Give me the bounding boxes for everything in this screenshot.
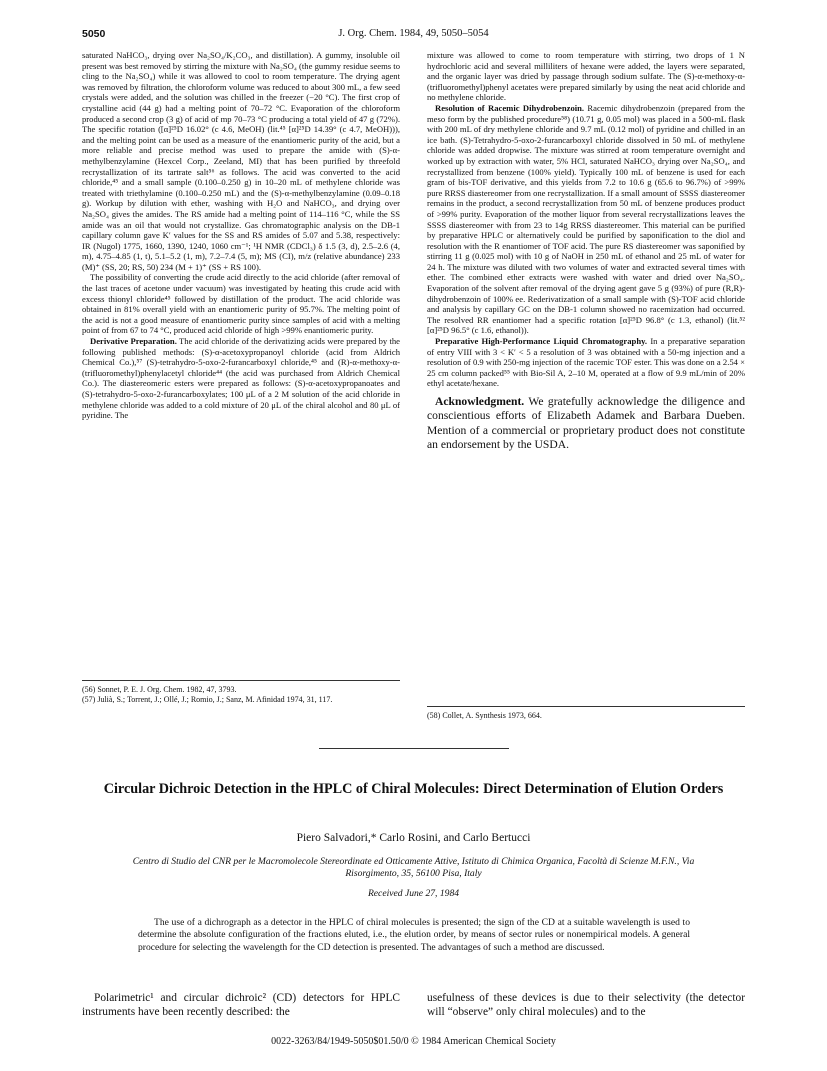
footnote: (57) Julià, S.; Torrent, J.; Ollé, J.; Romio, J.; Sanz, M. Afinidad 1974, 31, 117. <box>82 695 333 704</box>
derivative-paragraph <box>82 336 400 421</box>
page-footer: 0022-3263/84/1949-5050$01.50/0 © 1984 American Chemical Society <box>271 1036 556 1047</box>
body-left-column <box>82 991 400 1019</box>
paragraph-text: The acid chloride of the derivatizing acids were prepared by the following published methods: (S)-α-acetoxypropanoyl chloride (acid from Aldrich Chemical Co.),⁵⁷ (S)-tetrahydro-5-oxo-2-furancarboxyl chloride,⁴⁵ and (R)-α-methoxy-α-(trifluoromethyl)phenylacetyl chloride⁴⁴ (the acid was purchased from Aldrich Chemical Co.). The diastereomeric esters were prepared as follows: (S)-α-acetoxypropanoates and (S)-tetrahydro-5-oxo-2-furancarboxylates; 100 μL of a 2 M solution of the acid chloride in methylene chloride was added to a cold mixture of 20 μL of the chiral alcohol and 80 μL of pyridine. The <box>82 336 400 421</box>
abstract-text: The use of a dichrograph as a detector in the HPLC of chiral molecules is presented; the sign of the CD at a suitable wavelength is used to determine the absolute configuration of the fractions eluted, i.e., the elution order, by means of sector rules or nonempirical models. A general procedure for selecting the wavelength for the CD detection is presented. The advantages of such a method are discussed. <box>138 917 690 953</box>
left-footnotes <box>82 685 400 705</box>
paragraph: The possibility of converting the crude acid directly to the acid chloride (after removal of the last traces of acetone under vacuum) was investigated by heating this crude acid with excess thionyl chloride⁴⁵ followed by distillation of the product. The acid chloride was obtained in 81% overall yield with an enantiomeric purity of 95.7%. The melting point of the acid is not a good measure of enantiomeric purity since samples of acid with a melting point of from 67 to 74 °C, produced acid chloride of high >99% enantiomeric purity. <box>82 272 400 336</box>
paragraph-text: In a preparative separation of entry VIII with 3 < K′ < 5 a resolution of 3 was obtained with a 50-mg injection and a resolution of 0.9 with 250-mg injection of the racemic TOF ester. This was done on a 2.54 × 25 cm column packed⁵⁵ with Bio-Sil A, 2–10 M, operated at a flow of 9.9 mL/min of 20% ethyl acetate/hexane. <box>427 336 745 389</box>
journal-citation: J. Org. Chem. 1984, 49, 5050–5054 <box>338 28 489 39</box>
article-affiliation: Centro di Studio del CNR per le Macromolecole Stereordinate ed Otticamente Attive, Istituto di Chimica Organica, Facoltà di Scienze M.F.N., Via Risorgimento, 35, 56100 Pisa, Italy <box>132 856 695 879</box>
resolution-paragraph <box>427 103 745 336</box>
right-column <box>427 50 745 453</box>
page-header <box>82 28 745 42</box>
article-title: Circular Dichroic Detection in the HPLC of Chiral Molecules: Direct Determination of Elution Orders <box>103 781 724 797</box>
section-heading: Resolution of Racemic Dihydrobenzoin. <box>435 102 585 113</box>
article-separator <box>319 748 509 749</box>
footnote-rule <box>427 706 745 707</box>
section-heading: Preparative High-Performance Liquid Chromatography. <box>435 336 648 347</box>
acknowledgment <box>427 395 745 453</box>
paragraph-text: Racemic dihydrobenzoin (prepared from the meso form by the published procedure⁵⁸) (10.71 g, 0.05 mol) was placed in a 500-mL flask with 200 mL of dry methylene chloride and 9.7 mL (0.12 mol) of pyridine and chilled in an ice bath. (S)-Tetrahydro-5-oxo-2-furancarboxyl chloride dissolved in 50 mL of methylene chloride was added dropwise. The mixture was stirred at room temperature overnight and worked up by extraction with water, 5% HCl, saturated NaHCO₃ drying over Na₂SO₄, and recrystallized from benzene (100% yield). Typically 100 mL of benzene is used for each gram of bis-TOF derivative, and this yields from 7.2 to 10.6 g (65.6 to 96.7%) of >99% pure RRSS diastereomer from one recrystallization. If a small amount of SSSS diastereomer remains in the product, a second recrystallization from 50 mL of benzene produces product of >99% purity. Evaporation of the mother liquor from several recrystallizations leaves the SSSS diastereomer with from 23 to 14g RRSS diastereomer. This material can be purified by preparative HPLC or alternatively could be purified by saponification to the diol and resolution with the R enantiomer of TOF acid. The pure RS diastereomer was saponified by stirring 11 g (0.025 mol) with 10 g of NaOH in 250 mL of ethanol and 25 mL of water for 24 h. The mixture was diluted with two volumes of water and extracted several times with ether. The combined ether extracts were washed with water and dried over Na₂SO₄. Evaporation of the solvent after removal of the drying agent gave 5 g (93%) of pure (R,R)-dihydrobenzoin of 100% ee. Rederivatization of a small sample with (S)-TOF acid chloride and analysis by capillary GC on the DB-1 column showed no racemization had occurred. The resolved RR enantiomer had a specific rotation [α]²⁵D 96.8° (c 1.3, ethanol) (lit.⁵² [α]²⁵D 96.5° (c 1.6, ethanol)). <box>427 102 745 336</box>
section-heading: Acknowledgment. <box>435 395 525 408</box>
paragraph: usefulness of these devices is due to their selectivity (the detector will “observe” only chiral molecules) and to the <box>427 992 745 1018</box>
hplc-paragraph <box>427 336 745 389</box>
right-footnotes <box>427 711 745 721</box>
paragraph-text: We gratefully acknowledge the diligence and conscientious efforts of Elizabeth Adamek and Barbara Dueben. Mention of a commercial or proprietary product does not constitute an endorsement by the USDA. <box>427 395 745 452</box>
paragraph: mixture was allowed to come to room temperature with stirring, two drops of 1 N hydrochloric acid and several milliliters of hexane were added, the layers were separated, and the organic layer was dried by passage through sodium sulfate. The (S)-α-methoxy-α-(trifluoromethyl)phenyl acetates were prepared similarly by using the neat acid chloride and no methylene chloride. <box>427 50 745 103</box>
left-column <box>82 50 400 421</box>
page-number: 5050 <box>82 28 106 40</box>
paragraph: Polarimetric¹ and circular dichroic² (CD) detectors for HPLC instruments have been recently described: the <box>82 992 400 1018</box>
section-heading: Derivative Preparation. <box>90 336 177 347</box>
footnote-rule <box>82 680 400 681</box>
body-right-column <box>427 991 745 1019</box>
abstract <box>138 917 690 954</box>
article-authors: Piero Salvadori,* Carlo Rosini, and Carlo Bertucci <box>296 832 531 844</box>
footnote: (56) Sonnet, P. E. J. Org. Chem. 1982, 47, 3793. <box>82 685 237 694</box>
footnote: (58) Collet, A. Synthesis 1973, 664. <box>427 711 542 720</box>
received-date: Received June 27, 1984 <box>367 888 460 899</box>
paragraph: saturated NaHCO₃, drying over Na₂SO₄/K₂CO₃, and distillation). A gummy, insoluble oil present was best removed by stirring the mixture with Na₂SO₄ (the gummy residue seems to cling to the Na₂SO₄) while it was allowed to cool to room temperature. The drying agent was removed by filtration, the chloroform volume was reduced to about 300 mL, a few seed crystals were added, and the solution was chilled in the freezer (−20 °C). The first crop of crystalline acid (44 g) had a melting point of 70–72 °C. Evaporation of the chloroform produced a second crop (3 g) of acid of mp 70–73 °C producing a total yield of 47 g (72%). The specific rotation ([α]²⁵D 16.02° (c 4.6, MeOH) (lit.⁴⁵ [α]²⁵D 14.39° (c 4.7, MeOH))), and the melting point can be used as a measure of the enantiomeric purity of the acid, but a more reliable and precise method was used to prepare the amide with (S)-α-methylbenzylamine (Hexcel Corp., Zeeland, MI) that has been purified by threefold recrystallization of its tartrate salt⁵⁶ as follows. The acid was converted to the acid chloride,⁴⁵ and a small sample (0.100–0.250 g) in 10–20 mL of methylene chloride was treated with triethylamine (0.100–0.250 mL) and the (S)-α-methylbenzylamine (0.09–0.18 g). Workup by dilution with ether, washing with H₂O and NaHCO₃, and drying over Na₂SO₄ gives the amides. The RS amide had a melting point of 114–116 °C, while the SS amide was an oil that would not crystallize. Gas chromatographic analysis on the DB-1 capillary column gave K′ values for the SS and RS amides of 5.07 and 5.38, respectively: IR (Nugol) 1775, 1660, 1390, 1240, 1060 cm⁻¹; ¹H NMR (CDCl₃) δ 1.5 (3, d), 2.5–2.6 (4, m), 4.75–4.85 (1, t), 5.1–5.2 (1, m), 7.2–7.4 (5, m); MS (CI), m/z (relative abundance) 233 (M)⁺ (SS, 20; RS, 50) 234 (M + 1)⁺ (SS + RS 100). <box>82 50 400 272</box>
